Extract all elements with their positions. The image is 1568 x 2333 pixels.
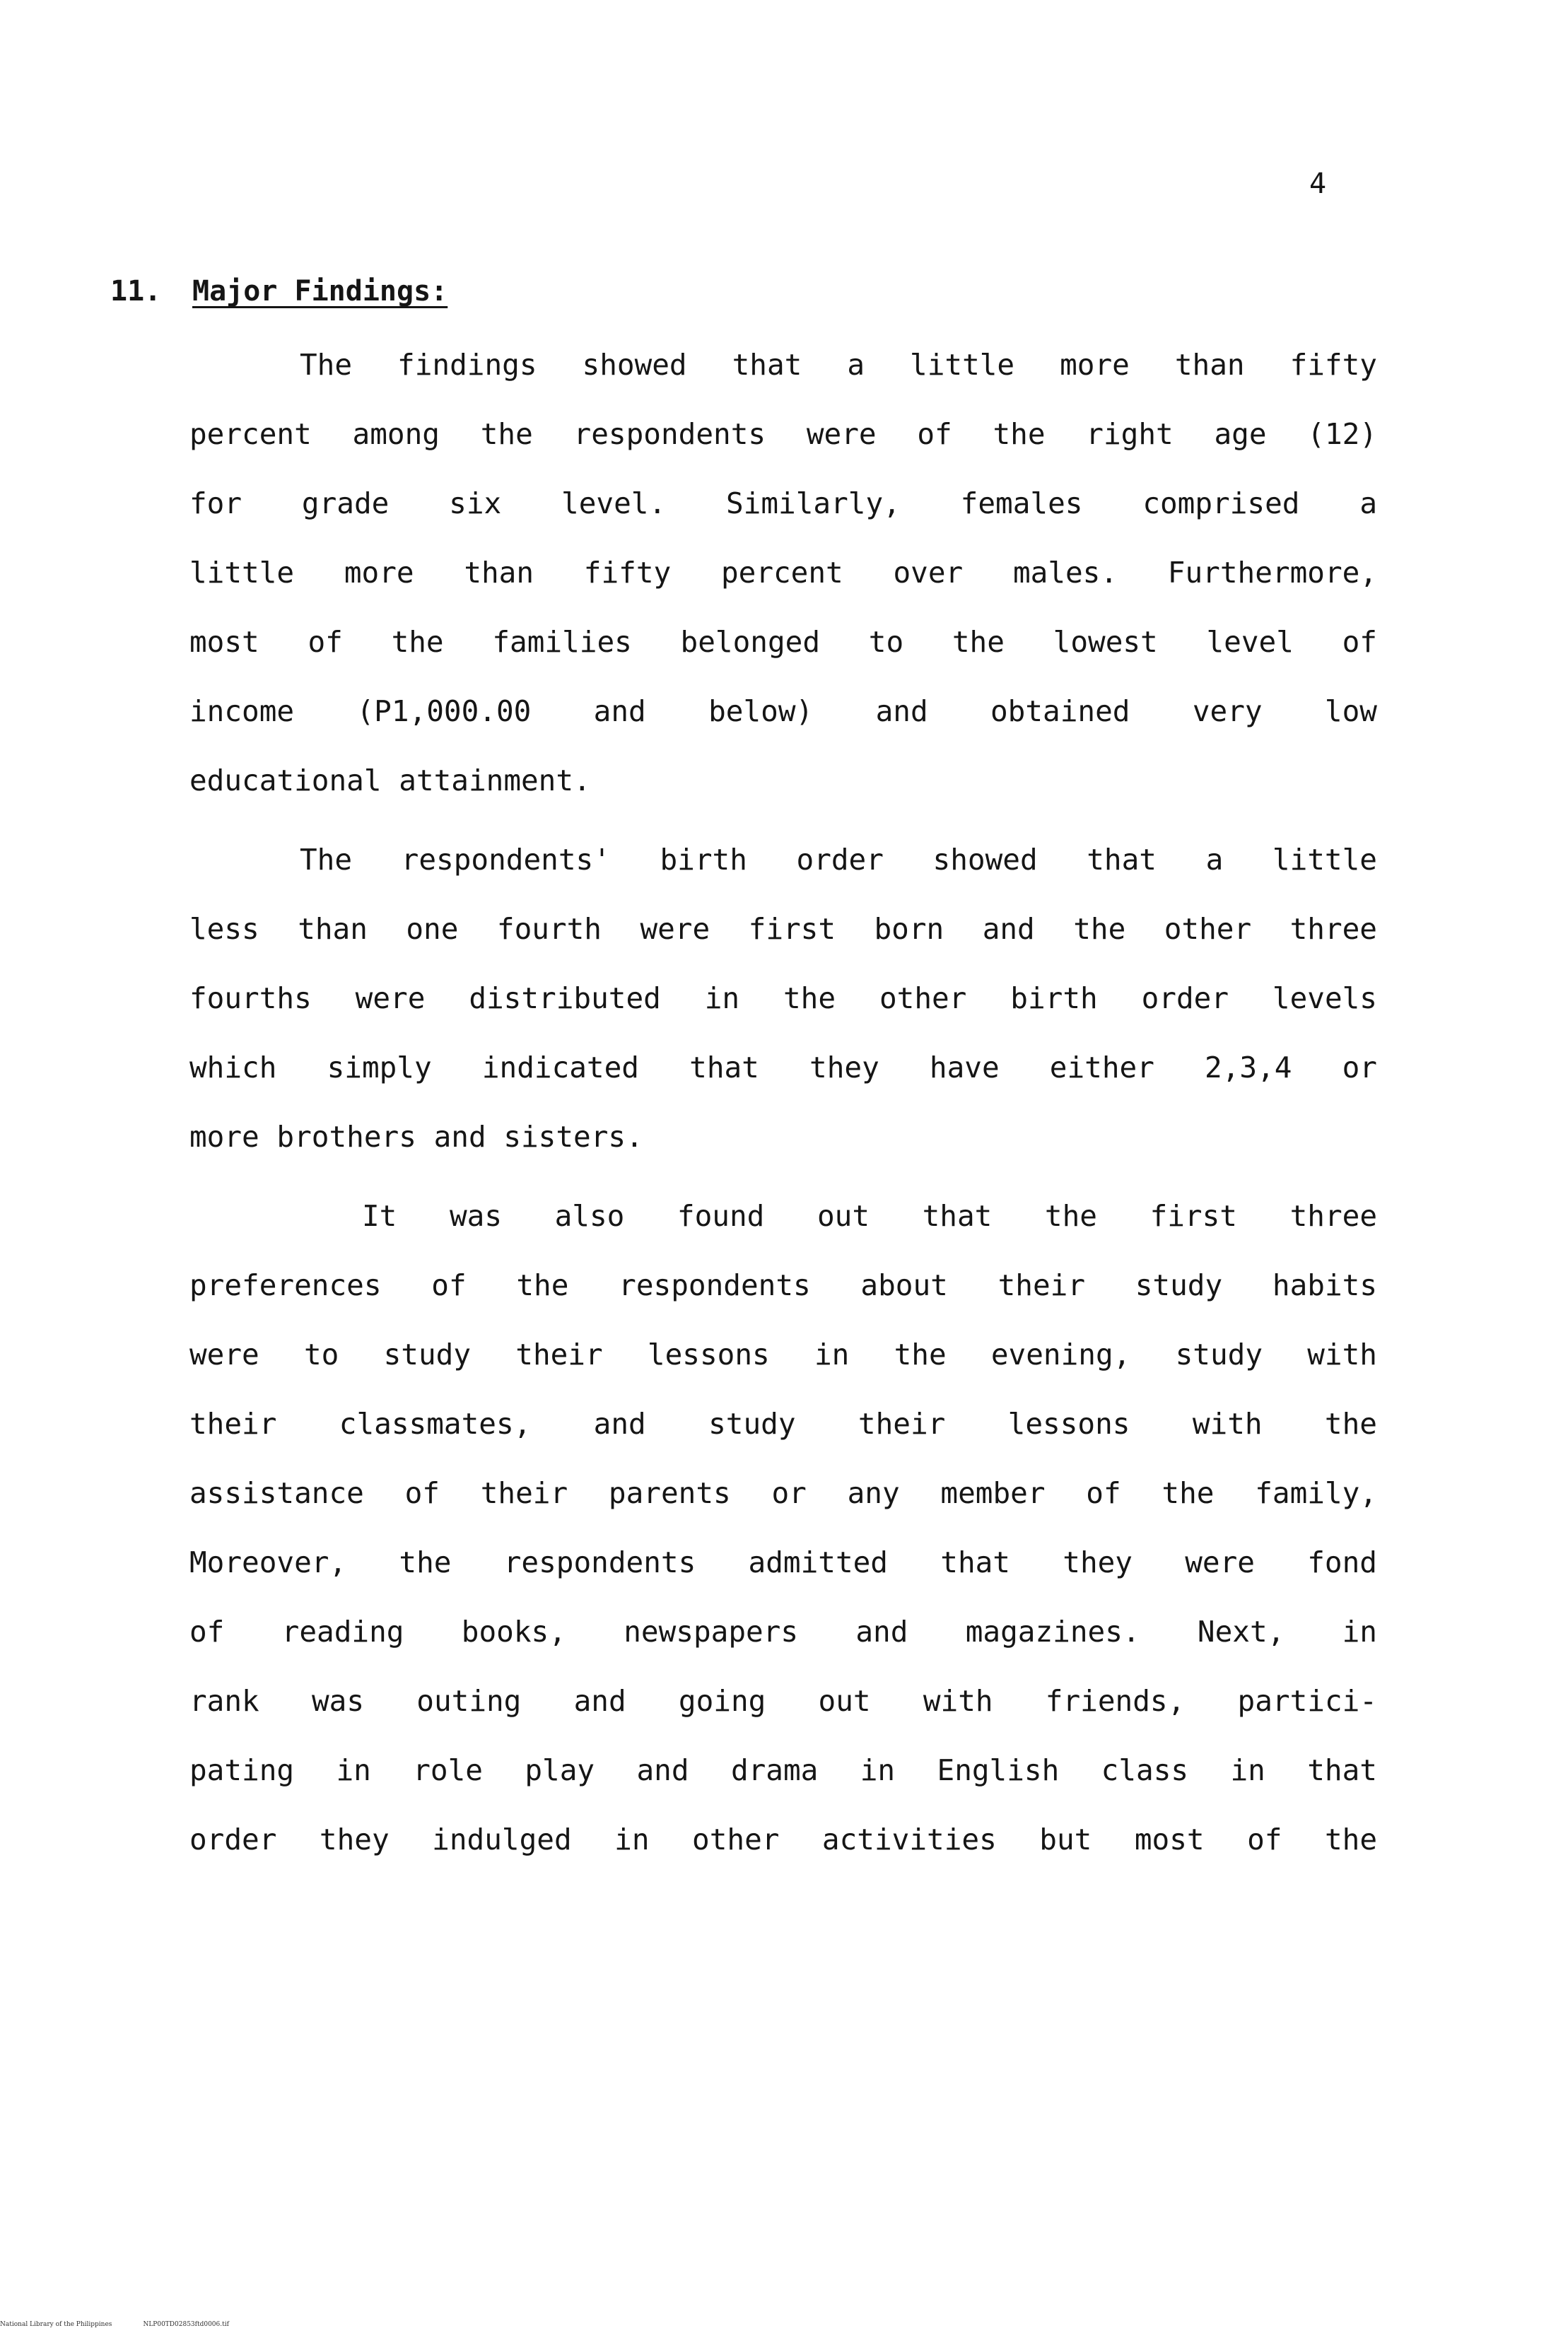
text-line: rank was outing and going out with friends, partici- — [189, 1684, 1377, 1718]
footer-file: NLP00TD02853ftd0006.tif — [143, 2321, 229, 2328]
text-line: little more than fifty percent over males. Furthermore, — [189, 556, 1377, 590]
text-line: It was also found out that the first three — [362, 1199, 1377, 1233]
section-heading — [110, 275, 448, 308]
text-line: most of the families belonged to the lowest level of — [189, 625, 1377, 659]
text-line: of reading books, newspapers and magazines. Next, in — [189, 1615, 1377, 1649]
page-number: 4 — [1309, 168, 1327, 200]
text-line: less than one fourth were first born and the other three — [189, 912, 1377, 946]
text-line: assistance of their parents or any member of the family, — [189, 1476, 1377, 1510]
text-line: fourths were distributed in the other birth order levels — [189, 981, 1377, 1015]
text-line: Moreover, the respondents admitted that they were fond — [189, 1545, 1377, 1579]
scan-footer — [0, 2322, 229, 2328]
text-line: their classmates, and study their lessons with the — [189, 1407, 1377, 1441]
section-number: 11. — [110, 275, 162, 308]
text-line: pating in role play and drama in English class in that — [189, 1753, 1377, 1787]
text-line: more brothers and sisters. — [189, 1120, 643, 1154]
text-line: educational attainment. — [189, 764, 591, 797]
text-line: The findings showed that a little more than fifty — [300, 348, 1377, 382]
text-line: order they indulged in other activities but most of the — [189, 1823, 1377, 1857]
text-line: income (P1,000.00 and below) and obtained very low — [189, 694, 1377, 728]
text-line: which simply indicated that they have either 2,3,4 or — [189, 1051, 1377, 1084]
text-line: for grade six level. Similarly, females comprised a — [189, 486, 1377, 520]
text-line: The respondents' birth order showed that a little — [300, 843, 1377, 877]
footer-library: National Library of the Philippines — [0, 2321, 112, 2328]
section-title: Major Findings: — [192, 275, 448, 308]
text-line: preferences of the respondents about their study habits — [189, 1268, 1377, 1302]
text-line: were to study their lessons in the evening, study with — [189, 1338, 1377, 1372]
text-line: percent among the respondents were of the right age (12) — [189, 417, 1377, 451]
